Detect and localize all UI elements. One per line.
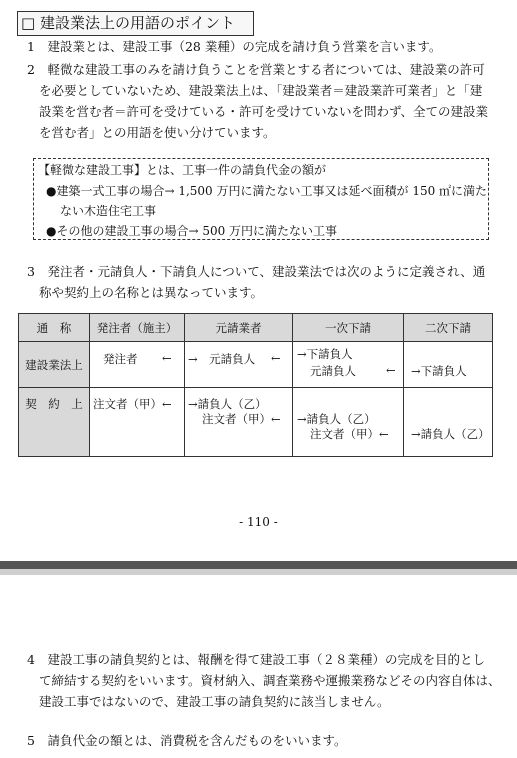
row-label: 建設業法上 xyxy=(19,342,90,388)
item-3-line-1: 3 発注者・元請負人・下請負人について、建設業法では次のように定義され、通 xyxy=(27,264,486,279)
item-4-line-2: て締結する契約をいいます。資材納入、調査業務や運搬業務などその内容自体は、 xyxy=(39,673,501,688)
header-cell: 通 称 xyxy=(19,314,90,342)
arrow-left: ← xyxy=(162,351,172,365)
cell-text: →下請負人 xyxy=(411,364,467,378)
header-cell: 元請業者 xyxy=(185,314,293,342)
cell-text: 元請負人 xyxy=(310,364,356,378)
page-number: - 110 - xyxy=(239,515,278,529)
page-separator xyxy=(0,561,517,569)
table-cell xyxy=(90,342,185,388)
terminology-table xyxy=(18,313,493,457)
table-cell xyxy=(404,388,493,457)
item-1: 1 建設業とは、建設工事（28 業種）の完成を請け負う営業を言います。 xyxy=(27,39,442,54)
cell-text: →下請負人 xyxy=(297,347,353,361)
table-cell xyxy=(185,342,293,388)
table-cell xyxy=(185,388,293,457)
item-4-line-3: 建設工事ではないので、建設工事の請負契約に該当しません。 xyxy=(39,694,390,709)
section-title: □ 建設業法上の用語のポイント xyxy=(17,11,254,36)
item-2-line-3: 設業を営む者＝許可を受けている・許可を受けていないを問わず、全ての建設業 xyxy=(39,104,489,119)
minor-work-note-box xyxy=(33,158,489,240)
header-cell: 二次下請 xyxy=(404,314,493,342)
table-header-row xyxy=(19,314,493,342)
cell-text: 注文者（甲）← xyxy=(310,427,389,441)
table-row xyxy=(19,342,493,388)
header-cell: 発注者（施主） xyxy=(90,314,185,342)
arrow-left: ← xyxy=(271,351,281,365)
item-5: 5 請負代金の額とは、消費税を含んだものをいいます。 xyxy=(27,733,347,748)
note-line-1: 【軽微な建設工事】とは、工事一件の請負代金の額が xyxy=(38,163,327,177)
page-separator-shadow xyxy=(0,569,517,575)
row-label: 契 約 上 xyxy=(19,388,90,457)
cell-text: 発注者 xyxy=(103,352,138,366)
cell-text: 注文者（甲）← xyxy=(93,397,172,411)
item-2-line-1: 2 軽微な建設工事のみを請け負うことを営業とする者については、建設業の許可 xyxy=(27,62,485,77)
note-line-2: ●建築一式工事の場合→ 1,500 万円に満たない工事又は延べ面積が 150 ㎡に満た xyxy=(46,184,488,198)
cell-text: →請負人（乙） xyxy=(297,412,376,426)
header-cell: 一次下請 xyxy=(293,314,404,342)
item-3-line-2: 称や契約上の名称とは異なっています。 xyxy=(39,285,264,300)
cell-text: →請負人（乙） xyxy=(411,427,490,441)
table-cell xyxy=(293,388,404,457)
note-line-4: ●その他の建設工事の場合→ 500 万円に満たない工事 xyxy=(46,224,338,238)
item-2-line-4: を営む者」との用語を使い分けています。 xyxy=(39,125,276,140)
note-line-3: ない木造住宅工事 xyxy=(60,204,157,218)
table-cell xyxy=(90,388,185,457)
cell-text: →請負人（乙） xyxy=(188,397,267,411)
table-row xyxy=(19,388,493,457)
item-4-line-1: 4 建設工事の請負契約とは、報酬を得て建設工事（２８業種）の完成を目的とし xyxy=(27,652,485,667)
item-2-line-2: を必要としていないため、建設業法上は、「建設業者＝建設業許可業者」と「建 xyxy=(39,83,483,98)
cell-text: 注文者（甲）← xyxy=(202,412,281,426)
table-cell xyxy=(293,342,404,388)
cell-text: → 元請負人 xyxy=(188,352,256,366)
table-cell xyxy=(404,342,493,388)
arrow-left: ← xyxy=(386,363,396,377)
